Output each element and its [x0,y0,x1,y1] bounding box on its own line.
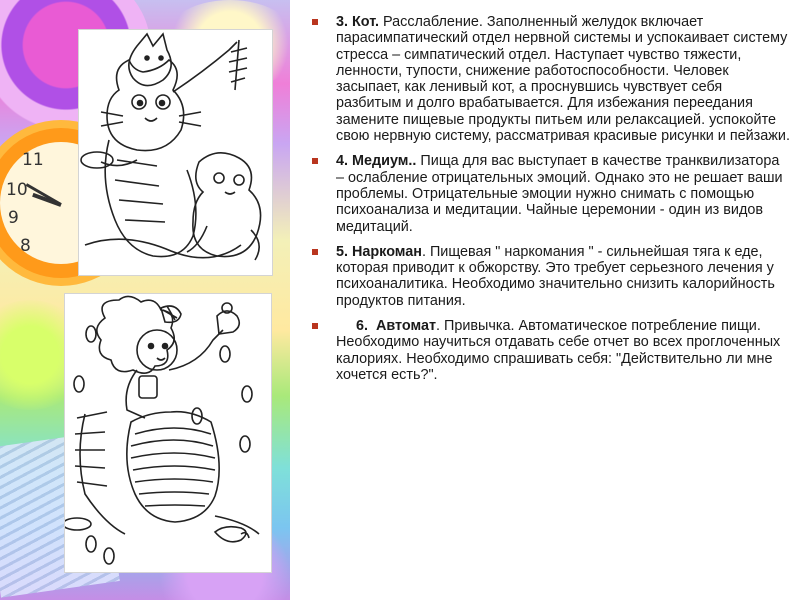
clock-number: 9 [8,208,19,228]
item-heading: 4. Медиум.. [336,153,417,170]
woman-eating-illustration [64,293,272,573]
item-text: . Привычка. Автоматическое потребление пищи. Необходимо научиться отдавать себе отчет во всех проглоченных калориях. Необходимо спрашивать себя: "Действительно ли мне хочется есть?". [336,318,781,383]
clock-number: 11 [22,150,44,170]
item-heading: 6. Автомат [336,318,437,335]
item-heading: 5. Наркоман [336,243,422,260]
clock-number: 10 [6,180,28,200]
item-text: Пища для вас выступает в качестве транквилизатора – ослабление отрицательных эмоций. Однако это не решает ваши проблемы. Отрицательные эмоции нужно снимать с помощью психоанализа и медитации. Чайные церемонии - один из видов медитаций. [336,153,783,235]
list-item-avtomat [312,318,790,383]
item-text: . Пищевая " наркомания " - сильнейшая тяга к еде, которая приводит к обжорству. Это требует серьезного лечения у психоаналитика. Необходимо значительно снизить калорийность продуктов питания. [336,243,775,309]
item-heading: 3. Кот. [336,14,379,30]
square-bullet-icon [312,249,318,255]
cats-illustration [78,29,273,276]
square-bullet-icon [312,158,318,164]
list-item-kot [312,14,790,144]
list-item-narkoman [312,244,790,309]
item-text: Расслабление. Заполненный желудок включает парасимпатический отдел нервной системы и успокаивает систему стресса – симпатический отдел. Наступает чувство тяжести, ленности, тупости, снижение работоспособности. Человек засыпает, как ленивый кот, а проснувшись чувствует себя разбитым и долго врабатывается. Для избежания переедания замените пищевые продукты питьем или релаксацией. успокойте свою нервную систему, рассматривая красивые рисунки и пейзажи. [336,14,790,145]
text-content [312,14,790,392]
square-bullet-icon [312,323,318,329]
list-item-medium [312,153,790,234]
square-bullet-icon [312,19,318,25]
clock-number: 8 [20,236,31,256]
